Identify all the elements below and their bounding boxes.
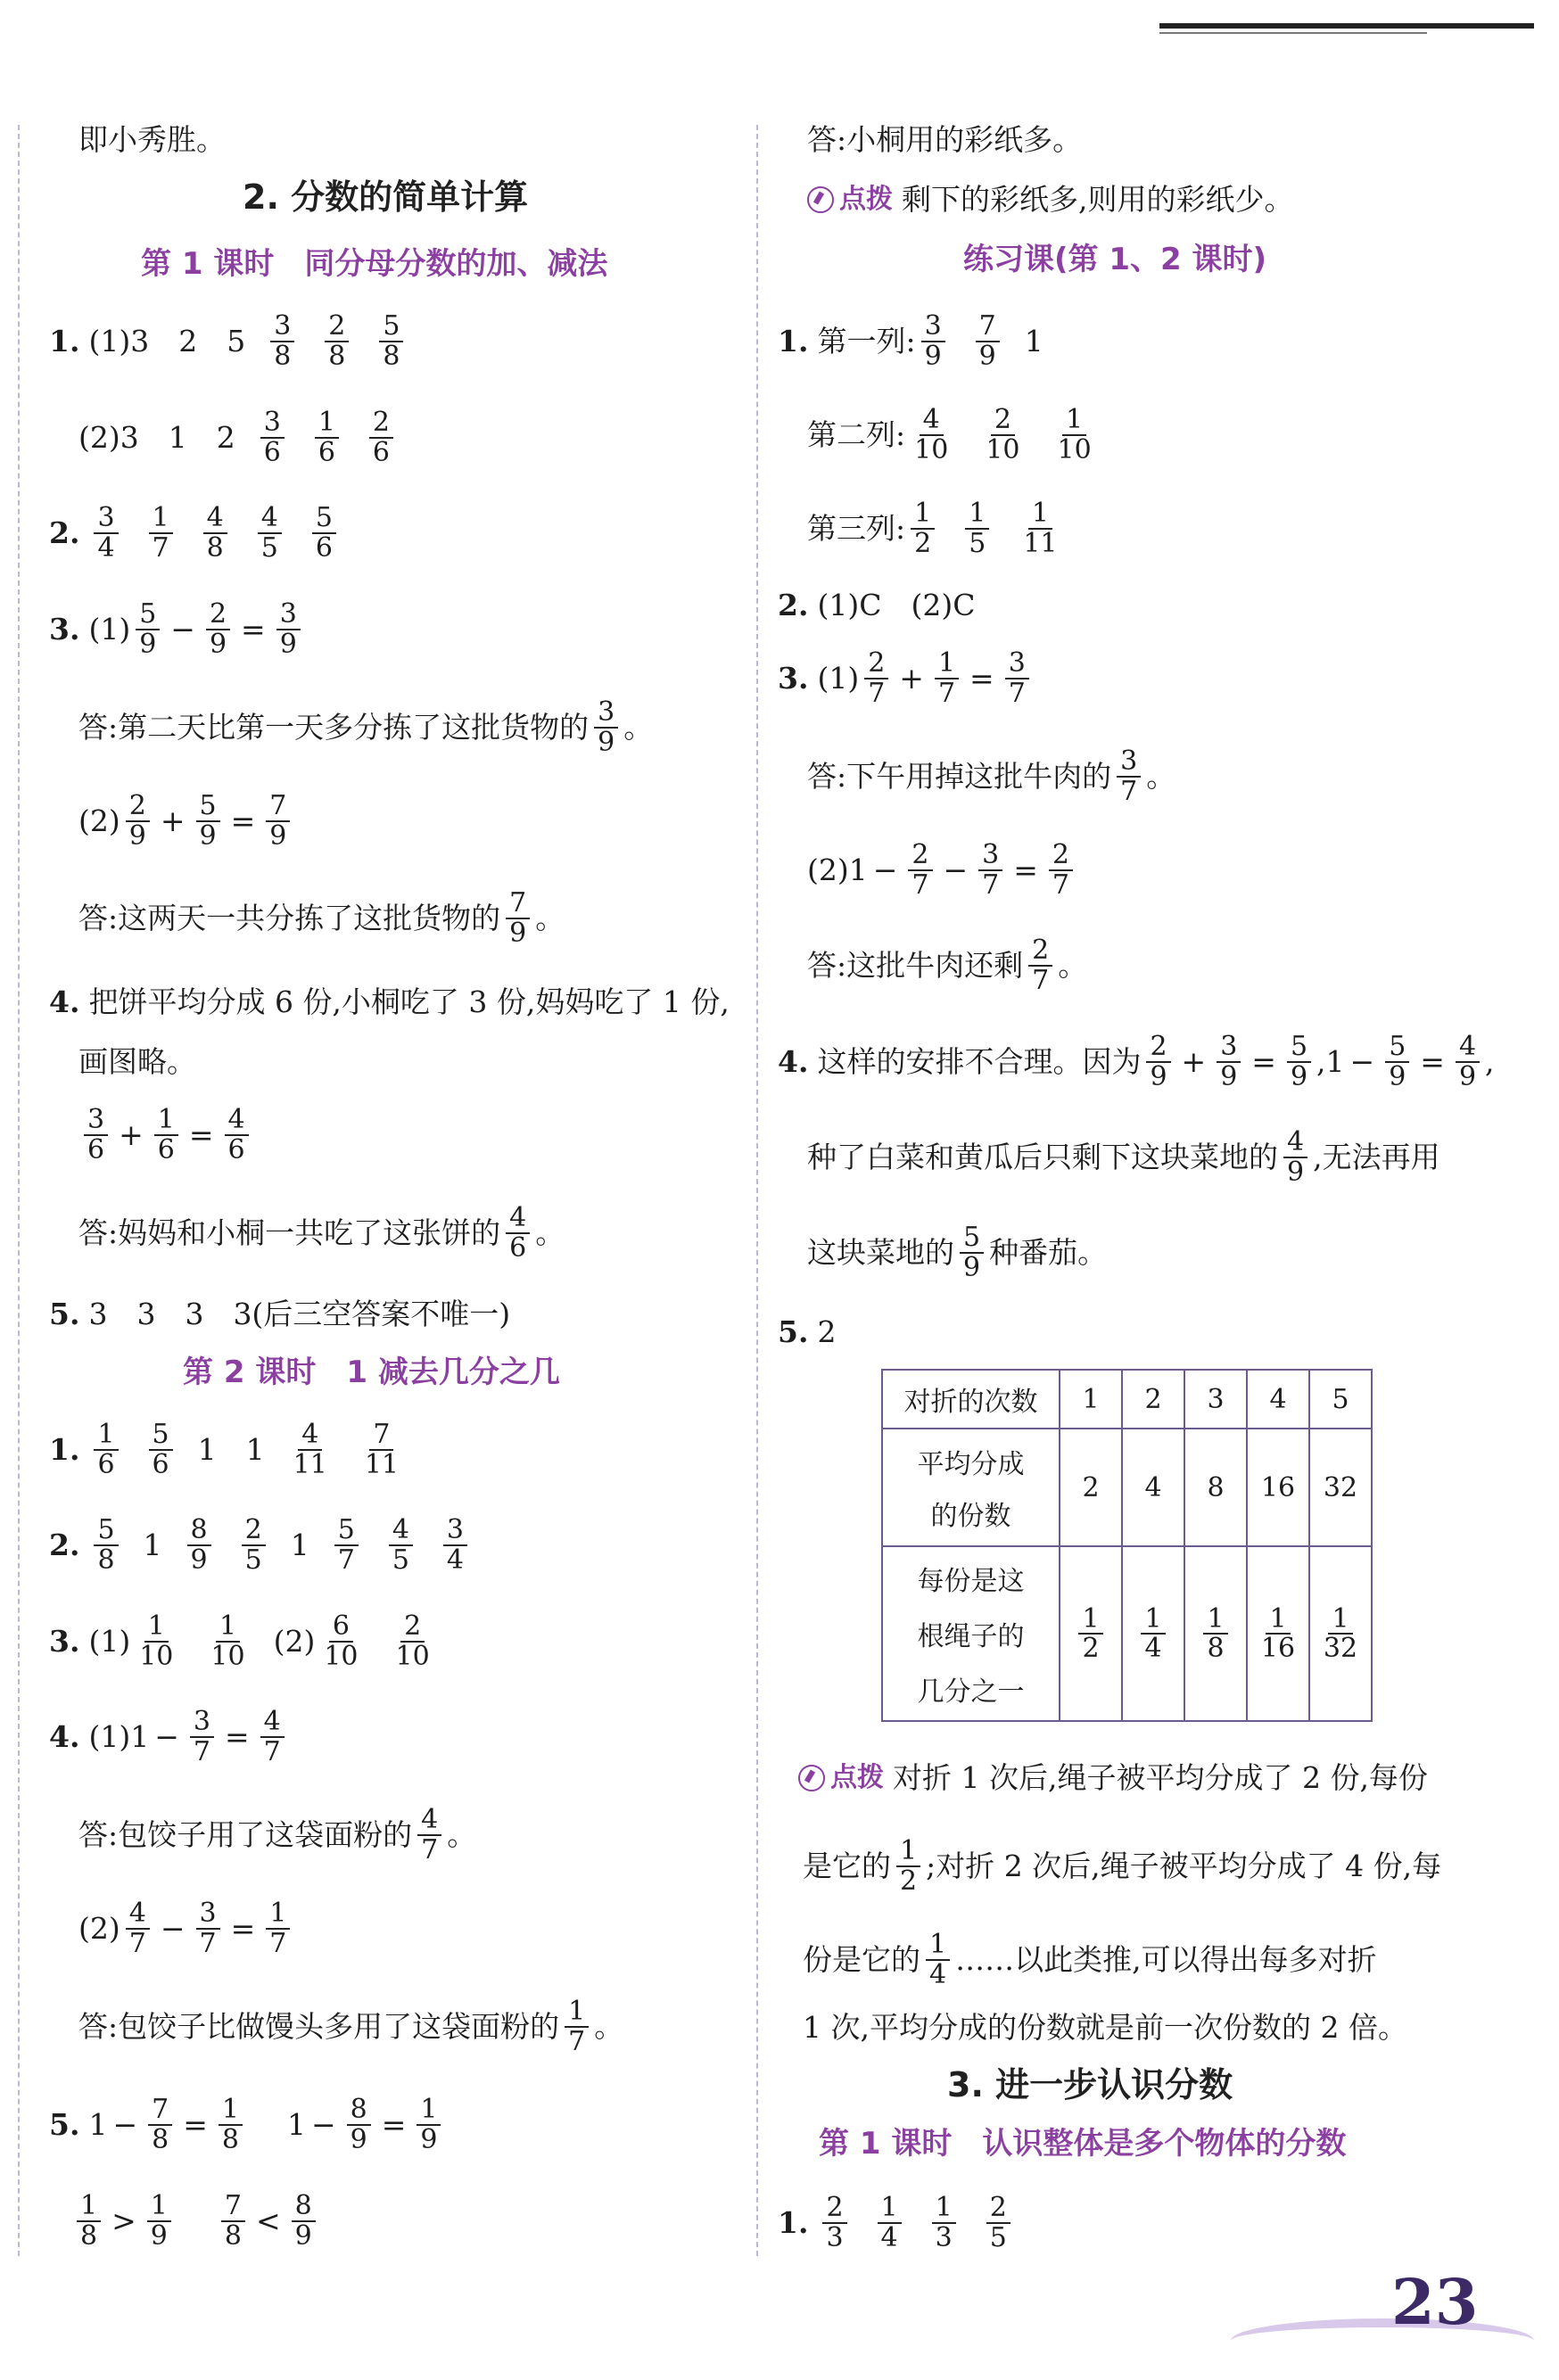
q1-part1: 1. (1)3 2 5 $\frac{3}{8}$ $\frac{2}{8}$ $\frac{5}{8}$ bbox=[49, 312, 408, 370]
fold-table-row bbox=[882, 1546, 1372, 1721]
p2: 2. (1)C (2)C bbox=[778, 588, 976, 622]
top-rule-thin bbox=[1159, 32, 1427, 34]
fold-table-row bbox=[882, 1429, 1372, 1546]
hint2-line3: 份是它的 $\frac{1}{4}$ ……以此类推,可以得出每多对折 bbox=[803, 1929, 1377, 1990]
table-cell: $\frac{1}{32}$ bbox=[1309, 1546, 1372, 1721]
l2-q4-part1: 4. (1)1 − $\frac{3}{7}$ = $\frac{4}{7}$ bbox=[49, 1708, 290, 1766]
fold-table bbox=[881, 1369, 1373, 1722]
hint1: 点拨 剩下的彩纸多,则用的彩纸少。 bbox=[807, 183, 1294, 217]
page-number: 23 bbox=[1391, 2265, 1479, 2339]
q2: 2. $\frac{3}{4}$ $\frac{1}{7}$ $\frac{4}{8}$ $\frac{4}{5}$ $\frac{5}{6}$ bbox=[49, 504, 342, 562]
table-cell: 4 bbox=[1247, 1370, 1309, 1429]
p4-line3: 这块菜地的 $\frac{5}{9}$ 种番茄。 bbox=[807, 1222, 1108, 1283]
q3-part1: 3. (1) $\frac{5}{9}$ − $\frac{2}{9}$ = $\frac{3}{9}$ bbox=[49, 600, 306, 658]
p1-row3: 第三列: $\frac{1}{2}$ $\frac{1}{5}$ $\frac{1}{11}$ bbox=[807, 498, 1058, 559]
section3-lesson1-title: 第 1 课时 认识整体是多个物体的分数 bbox=[819, 2126, 1347, 2162]
top-rule bbox=[1159, 23, 1534, 29]
hint2-line2: 是它的 $\frac{1}{2}$ ;对折 2 次后,绳子被平均分成了 4 份,每 bbox=[803, 1835, 1442, 1897]
table-cell: 3 bbox=[1184, 1370, 1247, 1429]
p1-row1: 1. 第一列: $\frac{3}{9}$ $\frac{7}{9}$ 1 bbox=[778, 310, 1043, 372]
p3-part2-answer: 答:这批牛肉还剩 $\frac{2}{7}$ 。 bbox=[807, 935, 1088, 996]
p4-line1: 4. 这样的安排不合理。因为 $\frac{2}{9}$ + $\frac{3}{9}$ = $\frac{5}{9}$ ,1 − $\frac{5}{9}$ = $\frac{4}{9}$ , bbox=[778, 1031, 1495, 1092]
right-continuation: 答:小桐用的彩纸多。 bbox=[807, 122, 1083, 157]
q1-part2: (2)3 1 2 $\frac{3}{6}$ $\frac{1}{6}$ $\frac{2}{6}$ bbox=[78, 408, 399, 466]
decorative-swoosh bbox=[1231, 2318, 1534, 2363]
table-cell: 16 bbox=[1247, 1429, 1309, 1546]
p4-line2: 种了白菜和黄瓜后只剩下这块菜地的 $\frac{4}{9}$ ,无法再用 bbox=[807, 1126, 1440, 1188]
q4-answer: 答:妈妈和小桐一共吃了这张饼的 $\frac{4}{6}$ 。 bbox=[78, 1202, 565, 1264]
table-cell: 8 bbox=[1184, 1429, 1247, 1546]
table-cell: 4 bbox=[1122, 1429, 1184, 1546]
p3-part1: 3. (1) $\frac{2}{7}$ + $\frac{1}{7}$ = $\frac{3}{7}$ bbox=[778, 649, 1035, 707]
p5: 5. 2 bbox=[778, 1314, 837, 1349]
table-cell: $\frac{1}{8}$ bbox=[1184, 1546, 1247, 1721]
p3-part2: (2)1 − $\frac{2}{7}$ − $\frac{3}{7}$ = $\frac{2}{7}$ bbox=[807, 841, 1078, 899]
l2-q3: 3. (1) $\frac{1}{10}$ $\frac{1}{10}$ (2) $\frac{6}{10}$ $\frac{2}{10}$ bbox=[49, 1610, 430, 1672]
l2-q4-part2: (2) $\frac{4}{7}$ − $\frac{3}{7}$ = $\frac{1}{7}$ bbox=[78, 1899, 295, 1957]
l2-q4-part2-answer: 答:包饺子比做馒头多用了这袋面粉的 $\frac{1}{7}$ 。 bbox=[78, 1996, 624, 2057]
q5: 5. 3 3 3 3(后三空答案不唯一) bbox=[49, 1297, 511, 1331]
lesson1-title: 第 1 课时 同分母分数的加、减法 bbox=[141, 246, 608, 282]
p3-part1-answer: 答:下午用掉这批牛肉的 $\frac{3}{7}$ 。 bbox=[807, 745, 1176, 807]
table-cell: 32 bbox=[1309, 1429, 1372, 1546]
table-cell: $\frac{1}{4}$ bbox=[1122, 1546, 1184, 1721]
left-continuation: 即小秀胜。 bbox=[78, 122, 226, 157]
q4-equation: $\frac{3}{6}$ + $\frac{1}{6}$ = $\frac{4}{6}$ bbox=[78, 1106, 254, 1164]
table-cell: $\frac{1}{2}$ bbox=[1060, 1546, 1122, 1721]
q3-part2-answer: 答:这两天一共分拣了这批货物的 $\frac{7}{9}$ 。 bbox=[78, 887, 565, 949]
hint-icon bbox=[807, 186, 834, 213]
table-header-cell: 对折的次数 bbox=[882, 1370, 1060, 1429]
left-margin-rule bbox=[18, 125, 20, 2256]
hint2-line4: 1 次,平均分成的份数就是前一次份数的 2 倍。 bbox=[803, 2010, 1407, 2045]
column-divider bbox=[756, 125, 758, 2256]
l2-q5-compare: $\frac{1}{8}$ > $\frac{1}{9}$ $\frac{7}{8}$ < $\frac{8}{9}$ bbox=[71, 2192, 321, 2250]
s3-q1: 1. $\frac{2}{3}$ $\frac{1}{4}$ $\frac{1}{3}$ $\frac{2}{5}$ bbox=[778, 2194, 1016, 2252]
table-cell: 1 bbox=[1060, 1370, 1122, 1429]
q3-part1-answer: 答:第二天比第一天多分拣了这批货物的 $\frac{3}{9}$ 。 bbox=[78, 696, 654, 758]
table-header-cell: 平均分成 的份数 bbox=[882, 1429, 1060, 1546]
table-cell: 5 bbox=[1309, 1370, 1372, 1429]
fold-table-row bbox=[882, 1370, 1372, 1429]
l2-q5-equations: 5. 1 − $\frac{7}{8}$ = $\frac{1}{8}$ 1 − $\frac{8}{9}$ = $\frac{1}{9}$ bbox=[49, 2096, 446, 2154]
q4-text: 4. 把饼平均分成 6 份,小桐吃了 3 份,妈妈吃了 1 份, bbox=[49, 984, 730, 1019]
section2-title: 2. 分数的简单计算 bbox=[243, 177, 529, 217]
table-cell: 2 bbox=[1060, 1429, 1122, 1546]
table-header-cell: 每份是这 根绳子的 几分之一 bbox=[882, 1546, 1060, 1721]
q4-text2: 画图略。 bbox=[78, 1044, 196, 1079]
section3-title: 3. 进一步认识分数 bbox=[947, 2065, 1233, 2104]
l2-q2: 2. $\frac{5}{8}$ 1 $\frac{8}{9}$ $\frac{2}{5}$ 1 $\frac{5}{7}$ $\frac{4}{5}$ $\frac{3}{4}$ bbox=[49, 1516, 473, 1574]
table-cell: 2 bbox=[1122, 1370, 1184, 1429]
lesson2-title: 第 2 课时 1 减去几分之几 bbox=[183, 1355, 560, 1390]
q3-part2: (2) $\frac{2}{9}$ + $\frac{5}{9}$ = $\frac{7}{9}$ bbox=[78, 792, 295, 850]
p1-row2: 第二列: $\frac{4}{10}$ $\frac{2}{10}$ $\frac{1}{10}$ bbox=[807, 404, 1092, 465]
table-cell: $\frac{1}{16}$ bbox=[1247, 1546, 1309, 1721]
l2-q1: 1. $\frac{1}{6}$ $\frac{5}{6}$ 1 1 $\frac{4}{11}$ $\frac{7}{11}$ bbox=[49, 1419, 400, 1480]
hint2-line1: 点拨 对折 1 次后,绳子被平均分成了 2 份,每份 bbox=[798, 1761, 1428, 1795]
hint-icon bbox=[798, 1765, 825, 1791]
practice-title: 练习课(第 1、2 课时) bbox=[963, 242, 1267, 277]
l2-q4-part1-answer: 答:包饺子用了这袋面粉的 $\frac{4}{7}$ 。 bbox=[78, 1804, 477, 1865]
